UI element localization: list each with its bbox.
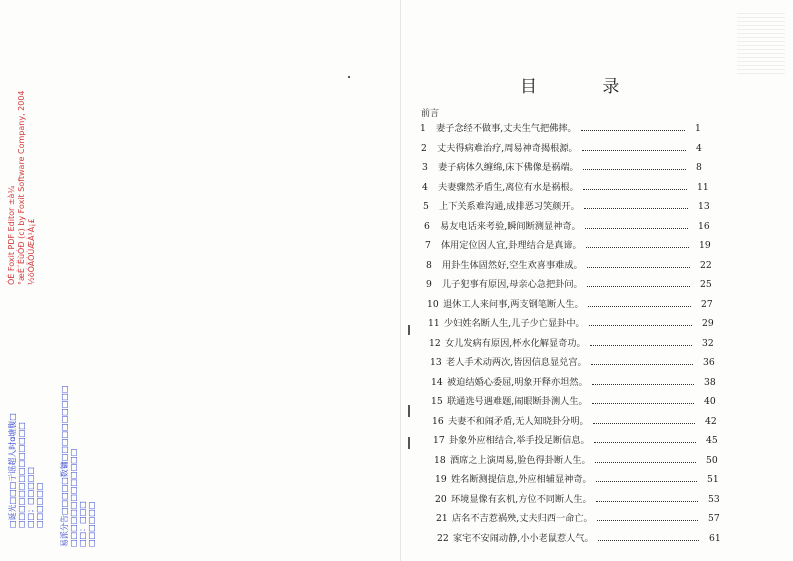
toc-entry	[425, 240, 713, 252]
toc-entry-page: 13	[698, 201, 710, 212]
toc-entry-number: 9	[426, 279, 432, 290]
glyph-line: □□□□□□	[87, 501, 96, 547]
toc-dot-leader	[585, 222, 688, 229]
toc-dot-leader	[589, 319, 692, 326]
toc-entry-number: 12	[429, 338, 441, 349]
toc-entry	[421, 143, 710, 155]
watermark-line: °æÈ¨ËùÓÐ (c) by Foxit Software Company, 2004	[17, 90, 26, 285]
watermark-line: ÓÉ Foxit PDF Editor ±à¼	[7, 185, 16, 285]
toc-dot-leader	[596, 475, 697, 482]
toc-dot-leader	[583, 163, 686, 170]
toc-entry-page: 36	[703, 357, 715, 368]
toc-entry-number: 14	[431, 377, 443, 388]
glyph-line: □诞光□□□亍谣超人时ɑ塘腹□	[8, 413, 17, 528]
toc-entry	[420, 123, 709, 135]
toc-entry	[435, 494, 722, 506]
toc-entry-title: 女儿发病有原因,杯水化解显奇功。	[445, 338, 586, 349]
toc-entry-title: 用卦生体固然好,空生欢喜事难成。	[442, 260, 583, 271]
toc-entry-page: 25	[700, 279, 712, 290]
toc-entry-title: 姓名断测提信息,外应相辅显神奇。	[451, 474, 592, 485]
toc-dot-leader	[593, 417, 695, 424]
page-fold-line	[400, 0, 401, 561]
glyph-line: □□□□□□	[35, 482, 44, 528]
left-glyph-block	[8, 413, 44, 528]
toc-entry	[431, 377, 718, 389]
toc-entry-page: 32	[702, 338, 714, 349]
toc-entry-number: 8	[426, 260, 432, 271]
toc-entry-number: 22	[437, 533, 449, 544]
toc-entry-number: 2	[421, 143, 427, 154]
toc-dot-leader	[583, 183, 687, 190]
toc-entry	[430, 357, 717, 369]
toc-entry-number: 15	[431, 396, 443, 407]
toc-entry-page: 53	[708, 494, 720, 505]
toc-dot-leader	[596, 495, 698, 502]
toc-entry	[427, 299, 715, 311]
toc-dot-leader	[590, 339, 692, 346]
toc-entry-title: 酒席之上演周易,脸色得卦断人生。	[450, 455, 591, 466]
toc-entry-title: 联通选号遇难题,闹眼断卦测人生。	[447, 396, 588, 407]
glyph-line: □□：□□□	[78, 501, 87, 547]
toc-dot-leader	[584, 202, 688, 209]
toc-dot-leader	[592, 397, 694, 404]
toc-entry	[432, 416, 719, 428]
toc-entry-page: 61	[709, 533, 721, 544]
toc-entry-number: 11	[428, 318, 440, 329]
toc-entry-title: 妻子病体久缠绵,床下佛像是祸端。	[438, 162, 579, 173]
toc-entry	[437, 533, 723, 545]
toc-entry	[422, 162, 710, 174]
toc-entry-number: 21	[436, 513, 448, 524]
toc-entry	[428, 318, 716, 330]
toc-dot-leader	[592, 378, 694, 385]
toc-entry-page: 16	[698, 221, 710, 232]
toc-entry-number: 20	[435, 494, 447, 505]
scan-dot	[348, 76, 350, 78]
toc-entry	[433, 435, 720, 447]
toc-entry-page: 8	[696, 162, 702, 173]
watermark-line: ½öÓÃÓÚÆÀ¹À¡£	[27, 218, 36, 285]
toc-entry	[423, 201, 712, 213]
toc-dot-leader	[582, 144, 686, 151]
scan-noise	[737, 12, 785, 74]
toc-entry-title: 卦象外应相结合,举手投足断信息。	[449, 435, 590, 446]
toc-entry-page: 57	[708, 513, 720, 524]
toc-entry-number: 17	[433, 435, 445, 446]
toc-entry-page: 19	[699, 240, 711, 251]
scan-mark	[408, 325, 410, 335]
toc-entry-number: 10	[427, 299, 439, 310]
toc-dot-leader	[598, 534, 699, 541]
page-title: 目 录	[520, 77, 650, 97]
watermark	[7, 90, 37, 285]
toc-entry	[424, 221, 712, 233]
toc-entry-title: 夫妻不和闹矛盾,无人知晓卦分明。	[448, 416, 589, 427]
toc-entry-number: 19	[435, 474, 447, 485]
toc-dot-leader	[594, 436, 696, 443]
toc-entry	[431, 396, 718, 408]
glyph-line: □□□□□□□□□□□□□	[69, 448, 78, 547]
toc-entry-title: 家宅不安闹动静,小小老鼠惹人气。	[453, 533, 594, 544]
toc-dot-leader	[587, 261, 690, 268]
toc-entry-number: 3	[422, 162, 428, 173]
toc-entry-title: 退休工人来问事,两支钢笔断人生。	[443, 299, 584, 310]
toc-entry-title: 上下关系难沟通,成排恶习笑颜开。	[439, 201, 580, 212]
toc-dot-leader	[588, 300, 691, 307]
toc-entry-title: 夫妻骤然矛盾生,离位有水是祸根。	[438, 182, 579, 193]
toc-entry-page: 51	[707, 474, 719, 485]
toc-entry-title: 易友电话来考验,瞬间断测显神奇。	[440, 221, 581, 232]
toc-dot-leader	[597, 514, 698, 521]
toc-entry-number: 16	[432, 416, 444, 427]
toc-entry-title: 丈夫得病难治疗,周易神奇揭根源。	[437, 143, 578, 154]
toc-entry-page: 45	[706, 435, 718, 446]
glyph-line: □□；□□□□□	[26, 467, 35, 528]
toc-entry-page: 38	[704, 377, 716, 388]
toc-entry-number: 18	[434, 455, 446, 466]
toc-entry-page: 27	[701, 299, 713, 310]
toc-entry	[434, 455, 720, 467]
toc-entry	[429, 338, 716, 350]
toc-dot-leader	[595, 456, 696, 463]
toc-entry-page: 4	[696, 143, 702, 154]
toc-entry-number: 6	[424, 221, 430, 232]
toc-entry-page: 22	[700, 260, 712, 271]
toc-entry-title: 少妇姓名断人生,儿子少亡显卦中。	[444, 318, 585, 329]
toc-entry-page: 1	[695, 123, 701, 134]
scan-mark	[408, 437, 410, 449]
toc-entry-title: 老人手术动两次,皆因信息显兑宫。	[446, 357, 587, 368]
toc-entry-title: 店名不吉惹祸殃,丈夫归西一命亡。	[452, 513, 593, 524]
toc-entry-page: 11	[697, 182, 709, 193]
toc-entry	[426, 279, 714, 291]
toc-entry-number: 5	[423, 201, 429, 212]
toc-entry-page: 29	[702, 318, 714, 329]
toc-entry-title: 环境显像有玄机,方位不同断人生。	[451, 494, 592, 505]
toc-entry	[422, 182, 711, 194]
toc-entry-page: 42	[705, 416, 717, 427]
toc-entry-number: 7	[425, 240, 431, 251]
toc-entry-number: 13	[430, 357, 442, 368]
toc-entry-page: 50	[706, 455, 718, 466]
toc-dot-leader	[591, 358, 693, 365]
toc-entry-number: 4	[422, 182, 428, 193]
toc-entry	[436, 513, 722, 525]
toc-entry-number: 1	[420, 123, 426, 134]
toc-entry	[426, 260, 714, 272]
toc-dot-leader	[587, 280, 690, 287]
left-glyph-block	[60, 386, 96, 547]
toc-entry-title: 妻子念经不做事,丈夫生气把佛摔。	[436, 123, 577, 134]
scan-mark	[408, 405, 410, 417]
toc-entry-page: 40	[704, 396, 716, 407]
toc-entry	[435, 474, 721, 486]
toc-dot-leader	[581, 124, 685, 131]
toc-dot-leader	[586, 241, 689, 248]
toc-entry-title: 被迫结婚心委屈,明象开释亦坦然。	[447, 377, 588, 388]
toc-entry-title: 体用定位因人宜,卦理结合是真谛。	[441, 240, 582, 251]
toc-entry-title: 儿子犯事有原因,母亲心急把卦问。	[442, 279, 583, 290]
glyph-line: □□□□□□□□□□□□□□	[17, 422, 26, 528]
preface-heading: 前言	[421, 109, 440, 119]
glyph-line: 易派分告□□□□□数镛□□□□□□□□□□	[60, 385, 69, 547]
